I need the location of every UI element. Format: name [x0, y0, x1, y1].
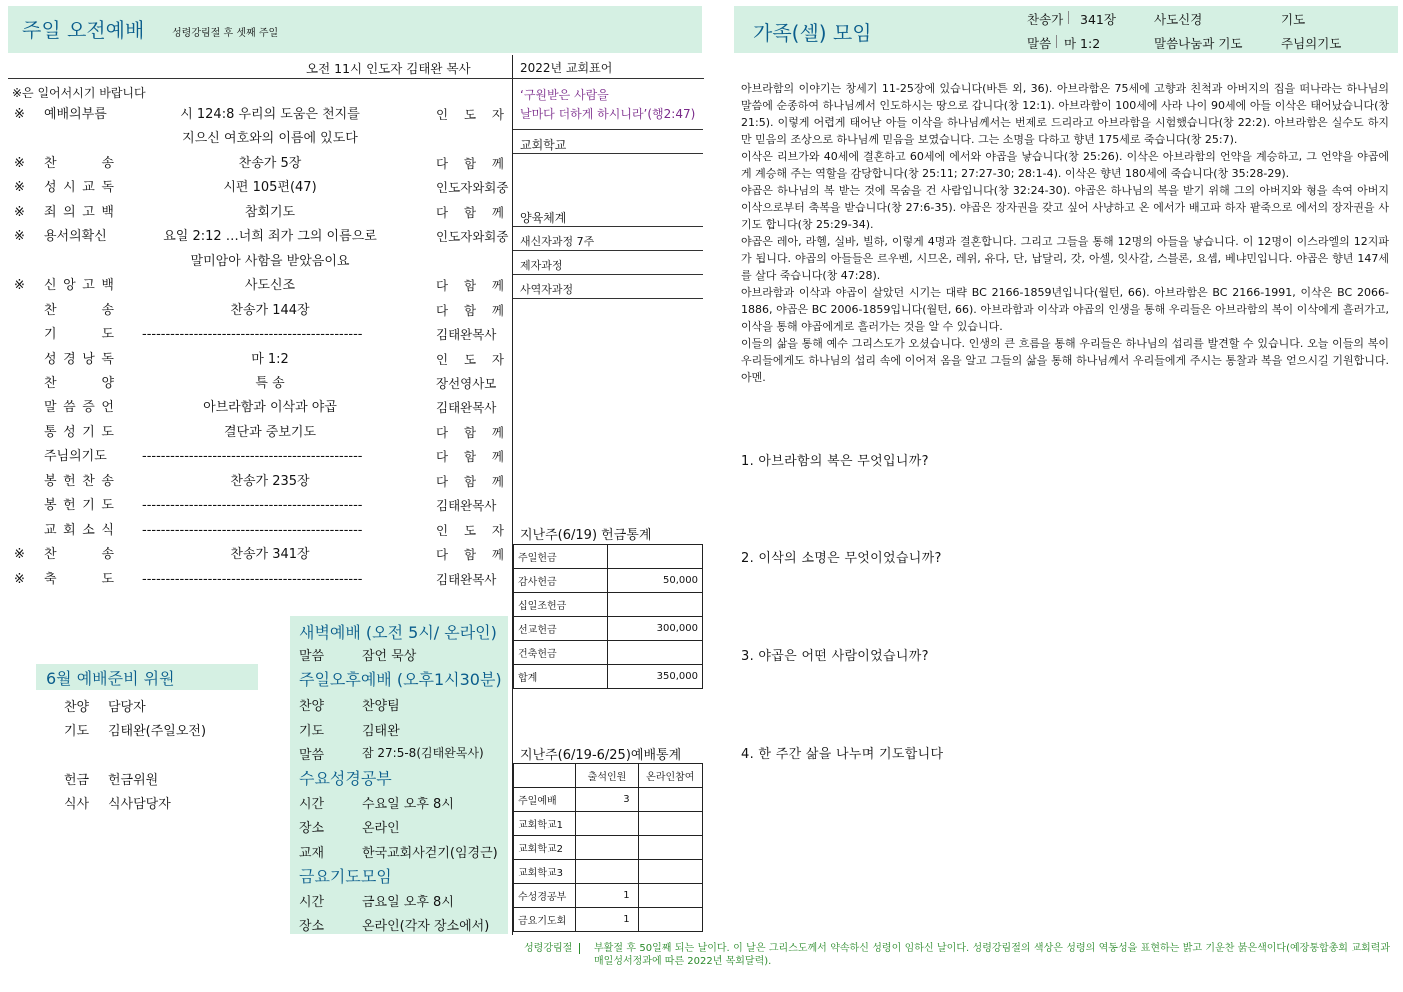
meeting-value: 온라인	[362, 821, 400, 836]
attendance-label: 수성경공부	[514, 884, 576, 908]
attendance-online	[638, 908, 702, 932]
paragraph: 아브라함과 이삭과 야곱이 살았던 시기는 대략 BC 2166-1859년입니다(월턴, 66). 아브라함은 BC 2166-1991, 이삭은 BC 2066-1886, 야곱은 BC 2006-1859입니다(월턴, 66). 아브라함과 이삭과 야곱의 인생을 통해 우리들은 아브라함의 복이 이삭에게 흘러가고, 이삭을 통해 야곱에게로 흘러가는 것을 알 수 있습니다.	[741, 286, 1389, 333]
order-leader: 인도자와회중	[436, 229, 509, 245]
order-item: 통 성 기 도	[44, 424, 114, 440]
service-title: 주일 오전예배	[22, 18, 145, 42]
committee-role: 식사	[64, 797, 90, 812]
motto-line-2: 날마다 더하게 하시니라’(행2:47)	[520, 107, 696, 121]
order-row	[0, 568, 512, 592]
offering-value	[608, 593, 703, 617]
committee-role: 기도	[64, 724, 90, 739]
order-content: 시편 105편(47)	[223, 180, 317, 196]
order-content: 시 124:8 우리의 도움은 천지를	[180, 107, 360, 122]
footer-label: 성령강림절	[524, 943, 573, 954]
paragraph: 야곱은 하나님의 복 받는 것에 목숨을 건 사람입니다(창 32:24-30). 야곱은 하나님의 복을 받기 위해 그의 아버지와 형을 속여 아버지 이삭으로부터 축복을 받습니다(창 27:6-35). 야곱은 장자권을 갖고 싶어 사냥하고 온 에서가 배고파 하자 팥죽으로 에서의 장자권을 사기도 합니다(창 25:29-34).	[741, 184, 1389, 231]
attendance-online	[638, 836, 702, 860]
meeting-value: 찬양팀	[362, 699, 400, 714]
committee-name: 김태완(주일오전)	[108, 724, 207, 739]
committee-name: 식사담당자	[108, 797, 171, 812]
table-row	[514, 860, 703, 884]
body-text	[741, 80, 1389, 386]
attendance-table	[513, 763, 703, 932]
order-item: 찬 양	[44, 375, 114, 391]
table-row	[514, 641, 703, 665]
training-item: 사역자과정	[520, 283, 574, 296]
order-leader: 인 도 자	[436, 522, 504, 538]
order-item: 예배의부름	[44, 107, 107, 122]
order-leader: 다 함 께	[436, 424, 504, 440]
attendance-count: 1	[576, 908, 638, 932]
service-subtitle: 성령강림절 후 셋째 주일	[172, 28, 279, 39]
order-row	[0, 372, 512, 396]
table-row	[514, 788, 703, 812]
attendance-online	[638, 884, 702, 908]
motto-line-1: ‘구원받은 사람을	[520, 88, 609, 102]
table-header	[514, 764, 576, 788]
order-item: 신 앙 고 백	[44, 278, 114, 294]
meeting-key: 시간	[299, 895, 325, 910]
offering-table	[513, 544, 703, 689]
committee-name: 담당자	[108, 700, 146, 715]
order-row	[0, 519, 512, 543]
order-leader: 김태완목사	[436, 571, 497, 587]
table-row	[514, 665, 703, 689]
divider	[8, 78, 704, 79]
table-row	[514, 908, 703, 932]
order-item: 교 회 소 식	[44, 522, 114, 538]
footer-separator	[579, 943, 580, 954]
committee-name: 헌금위원	[108, 773, 159, 788]
order-row	[0, 494, 512, 518]
order-item: 기 도	[44, 327, 114, 343]
attendance-label: 교회학교2	[514, 836, 576, 860]
order-content: -----------------------------------------------	[142, 327, 363, 343]
attendance-label: 주일예배	[514, 788, 576, 812]
order-row	[0, 274, 512, 298]
order-content: 찬송가 5장	[238, 155, 302, 171]
creed-label: 사도신경	[1154, 12, 1203, 27]
table-header: 온라인참여	[638, 764, 702, 788]
order-row	[0, 323, 512, 347]
attendance-label: 교회학교3	[514, 860, 576, 884]
attendance-count: 1	[576, 884, 638, 908]
order-row	[0, 445, 512, 469]
meeting-key: 말씀	[299, 748, 325, 763]
order-row	[0, 470, 512, 494]
order-content: 요일 2:12 …너희 죄가 그의 이름으로	[163, 229, 377, 245]
offering-label: 건축헌금	[514, 641, 608, 665]
attendance-label: 금요기도회	[514, 908, 576, 932]
stand-mark: ※	[14, 278, 25, 294]
order-leader: 다 함 께	[436, 547, 504, 563]
order-leader: 장선영사모	[436, 375, 497, 391]
order-item: 찬 송	[44, 547, 114, 563]
offering-title: 지난주(6/19) 헌금통계	[520, 528, 652, 543]
table-row	[514, 812, 703, 836]
order-content: 찬송가 341장	[230, 547, 310, 563]
order-row	[0, 201, 512, 225]
hymn-label: 찬송가	[1027, 12, 1064, 27]
order-row	[0, 103, 512, 127]
afternoon-title: 주일오후예배 (오후1시30분)	[299, 670, 502, 689]
meeting-value: 잠언 묵상	[362, 649, 417, 664]
attendance-title: 지난주(6/19-6/25)예배통계	[520, 748, 682, 763]
order-item: 봉 헌 찬 송	[44, 473, 114, 489]
offering-label: 주일헌금	[514, 545, 608, 569]
order-leader: 인 도 자	[436, 107, 504, 122]
attendance-label: 교회학교1	[514, 812, 576, 836]
committee-role: 헌금	[64, 773, 90, 788]
order-leader: 김태완목사	[436, 400, 497, 416]
order-leader: 다 함 께	[436, 302, 504, 318]
training-label: 양육체계	[520, 211, 567, 225]
wed-title: 수요성경공부	[299, 769, 392, 788]
order-content: -----------------------------------------------	[142, 449, 363, 465]
stand-mark: ※	[14, 107, 25, 122]
paragraph: 이들의 삶을 통해 예수 그리스도가 오셨습니다. 인생의 큰 흐름을 통해 우리들은 하나님의 섭리를 발견할 수 있습니다. 오늘 이들의 복이 우리들에게도 하나님의 섭리 속에 이어져 옴을 알고 그들의 삶을 통해 하나님께서 우리들에게 주시는 통찰과 복을 얻으시길 기원합니다. 아멘.	[741, 337, 1389, 384]
stand-note: ※은 일어서시기 바랍니다	[12, 86, 146, 100]
offering-value: 300,000	[608, 617, 703, 641]
meeting-key: 교재	[299, 846, 325, 861]
order-of-service	[0, 103, 512, 593]
order-leader: 김태완목사	[436, 498, 497, 514]
question-4: 4. 한 주간 삶을 나누며 기도합니다	[741, 747, 944, 762]
table-row	[514, 569, 703, 593]
meeting-value: 금요일 오후 8시	[362, 895, 454, 910]
attendance-online	[638, 860, 702, 884]
order-row	[0, 421, 512, 445]
order-leader: 김태완목사	[436, 327, 497, 343]
order-content: 특 송	[255, 375, 285, 391]
motto-year-label: 2022년 교회표어	[520, 61, 613, 75]
order-leader: 다 함 께	[436, 449, 504, 465]
order-item: 주님의기도	[44, 449, 107, 465]
stand-mark: ※	[14, 204, 25, 220]
header-separator	[1068, 11, 1069, 24]
attendance-count: 3	[576, 788, 638, 812]
training-item: 제자과정	[520, 259, 563, 272]
order-content: -----------------------------------------------	[142, 498, 363, 514]
order-leader: 인도자와회중	[436, 180, 509, 196]
meeting-value: 잠 27:5-8(김태완목사)	[362, 746, 484, 760]
meeting-key: 찬양	[299, 699, 325, 714]
offering-value	[608, 641, 703, 665]
order-item: 성 시 교 독	[44, 180, 114, 196]
meeting-value: 한국교회사걷기(임경근)	[362, 846, 498, 861]
order-row	[0, 543, 512, 567]
committee-title: 6월 예배준비 위원	[46, 669, 175, 688]
table-row	[514, 545, 703, 569]
divider	[513, 129, 703, 130]
table-row	[514, 593, 703, 617]
table-row	[514, 884, 703, 908]
order-leader: 다 함 께	[436, 204, 504, 220]
order-content: 아브라함과 이삭과 야곱	[203, 400, 337, 416]
meeting-key: 기도	[299, 724, 325, 739]
meeting-value: 김태완	[362, 724, 400, 739]
meeting-key: 시간	[299, 797, 325, 812]
meeting-key: 장소	[299, 919, 325, 934]
offering-value: 350,000	[608, 665, 703, 689]
meeting-value: 수요일 오후 8시	[362, 797, 454, 812]
order-item: 성 경 낭 독	[44, 351, 114, 367]
table-header: 출석인원	[576, 764, 638, 788]
order-item: 용서의확신	[44, 229, 107, 245]
cell-title: 가족(셀) 모임	[753, 21, 872, 45]
header-separator	[1056, 35, 1057, 48]
order-content: 말미암아 사함을 받았음이요	[190, 253, 350, 269]
order-content: 지으신 여호와의 이름에 있도다	[182, 131, 358, 147]
order-content: 사도신조	[244, 278, 296, 294]
question-3: 3. 야곱은 어떤 사람이었습니까?	[741, 649, 929, 664]
meeting-key: 장소	[299, 821, 325, 836]
order-row	[0, 396, 512, 420]
order-row	[0, 250, 512, 274]
committee-role: 찬양	[64, 700, 90, 715]
footer-text: 부활절 후 50일째 되는 날이다. 이 날은 그리스도께서 약속하신 성령이 임하신 날이다. 성령강림절의 색상은 성령의 역동성을 표현하는 밝고 기운찬 붉은색이다(예장통합총회 교회력과 매일성서정과에 따른 2022년 목회달력).	[594, 943, 1390, 967]
order-item: 봉 헌 기 도	[44, 498, 114, 514]
divider	[513, 153, 703, 154]
order-item: 축 도	[44, 571, 114, 587]
stand-mark: ※	[14, 571, 25, 587]
stand-mark: ※	[14, 180, 25, 196]
stand-mark: ※	[14, 155, 25, 171]
attendance-count	[576, 836, 638, 860]
lords-prayer-label: 주님의기도	[1281, 36, 1342, 51]
order-content: 찬송가 235장	[230, 473, 310, 489]
order-item: 찬 송	[44, 155, 114, 171]
attendance-online	[638, 812, 702, 836]
school-label: 교회학교	[520, 138, 567, 152]
order-item: 말 씀 증 언	[44, 400, 114, 416]
order-leader: 인 도 자	[436, 351, 504, 367]
order-content: 참회기도	[244, 204, 296, 220]
order-row	[0, 152, 512, 176]
table-row	[514, 617, 703, 641]
attendance-count	[576, 860, 638, 884]
order-content: 찬송가 144장	[230, 302, 310, 318]
offering-label: 선교헌금	[514, 617, 608, 641]
order-leader: 다 함 께	[436, 473, 504, 489]
meeting-key: 말씀	[299, 649, 325, 664]
order-content: -----------------------------------------------	[142, 571, 363, 587]
word-value: 마 1:2	[1064, 36, 1101, 51]
offering-label: 합계	[514, 665, 608, 689]
order-row	[0, 348, 512, 372]
paragraph: 야곱은 레아, 라헬, 실바, 빌하, 이렇게 4명과 결혼합니다. 그리고 그들을 통해 12명의 아들을 낳습니다. 이 12명이 이스라엘의 12지파가 됩니다. 야곱의 아들들은 르우벤, 시므온, 레위, 유다, 단, 납달리, 갓, 아셀, 잇사갈, 스블론, 요셉, 베냐민입니다. 야곱은 향년 147세를 살다 죽습니다(창 47:28).	[741, 235, 1389, 282]
offering-value: 50,000	[608, 569, 703, 593]
order-leader: 다 함 께	[436, 278, 504, 294]
attendance-online	[638, 788, 702, 812]
paragraph: 아브라함의 이야기는 창세기 11-25장에 있습니다(바튼 외, 36). 아브라함은 75세에 고향과 친척과 아버지의 집을 떠나라는 하나님의 말씀에 순종하여 하나님께서 인도하시는 땅으로 갑니다(창 12:1). 아브라함이 100세에 사라 나이 90세에 아들 이삭은 태어났습니다(창 21:5). 이렇게 어렵게 태어난 아들 이삭을 하나님께서는 번제로 드리라고 아브라함을 시험했습니다(창 22:2). 아브라함은 실수도 하지만 믿음의 조상으로 하나님께 믿음을 보였습니다. 그는 소명을 다하고 향년 175세로 죽습니다(창 25:7).	[741, 82, 1389, 146]
order-row	[0, 225, 512, 249]
table-row	[514, 836, 703, 860]
divider	[513, 298, 703, 299]
order-content: 결단과 중보기도	[223, 424, 317, 440]
paragraph: 이삭은 리브가와 40세에 결혼하고 60세에 에서와 야곱을 낳습니다(창 25:26). 이삭은 아브라함의 언약을 계승하고, 그 언약을 야곱에게 계승해 주는 역할을 감당합니다(창 25:11; 27:27-30; 28:1-4). 이삭은 향년 180세에 죽습니다(창 35:28-29).	[741, 150, 1389, 180]
sharing-label: 말씀나눔과 기도	[1154, 36, 1243, 51]
offering-value	[608, 545, 703, 569]
training-item: 새신자과정 7주	[520, 235, 595, 248]
order-item: 죄 의 고 백	[44, 204, 114, 220]
hymn-value: 341장	[1080, 12, 1116, 27]
order-row	[0, 127, 512, 151]
divider	[513, 250, 703, 251]
order-row	[0, 299, 512, 323]
offering-label: 감사헌금	[514, 569, 608, 593]
order-row	[0, 176, 512, 200]
order-content: -----------------------------------------------	[142, 522, 363, 538]
meeting-value: 온라인(각자 장소에서)	[362, 919, 490, 934]
question-1: 1. 아브라함의 복은 무엇입니까?	[741, 454, 929, 469]
offering-label: 십일조헌금	[514, 593, 608, 617]
fri-title: 금요기도모임	[299, 867, 392, 886]
order-item: 찬 송	[44, 302, 114, 318]
order-content: 마 1:2	[251, 351, 289, 367]
word-label: 말씀	[1027, 36, 1052, 51]
leader-line: 오전 11시 인도자 김태완 목사	[306, 61, 471, 76]
divider	[513, 274, 703, 275]
prayer-label: 기도	[1281, 12, 1306, 27]
question-2: 2. 이삭의 소명은 무엇이었습니까?	[741, 551, 942, 566]
stand-mark: ※	[14, 229, 25, 245]
attendance-count	[576, 812, 638, 836]
table-header-row	[514, 764, 703, 788]
order-leader: 다 함 께	[436, 155, 504, 171]
stand-mark: ※	[14, 547, 25, 563]
divider	[513, 226, 703, 227]
dawn-title: 새벽예배 (오전 5시/ 온라인)	[299, 623, 497, 642]
